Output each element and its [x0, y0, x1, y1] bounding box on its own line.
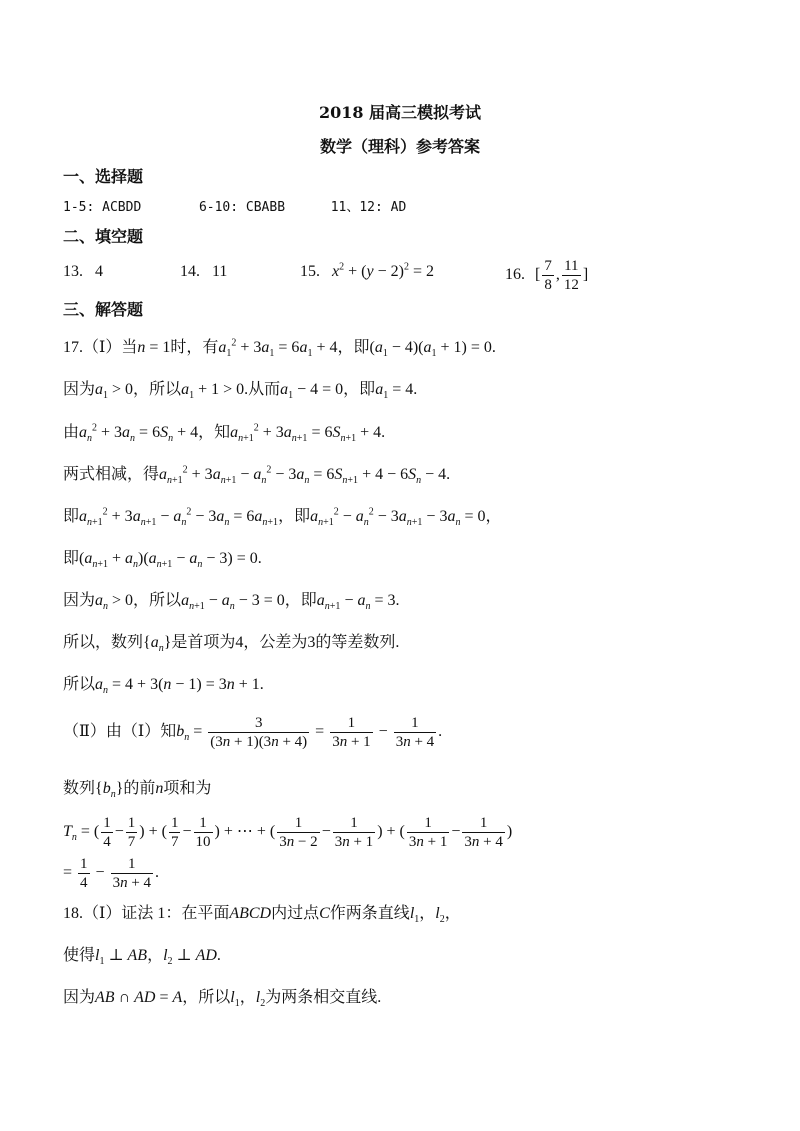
choice-answers	[63, 198, 406, 218]
p17-line-7: 因为$a_n > 0$，所以$a_{n+1} - a_n - 3 = 0$，即$a_{n+1} - a_n = 3$.	[63, 592, 400, 613]
fraction-7-8: $\frac{7}{8}$	[544, 258, 552, 293]
choice-answers-1-5: 1-5: ACBDD	[63, 200, 142, 215]
page-subtitle: 数学（理科）参考答案	[319, 137, 480, 156]
p17-part2-sum-line-2: = $\frac{1}{4}$ − $\frac{1}{3n + 4}$ .	[63, 855, 160, 891]
p17-part2-sum-line-1: $T_n$ = ( $\frac{1}{4}$ − $\frac{1}{7}$ ) + ( $\frac{1}{7}$ − $\frac{1}{10}$ ) + ⋯ + ( $\frac{1}{3n - 2}$ − $\frac{1}{3n + 1}$ ) + ( $\frac{1}{3n + 1}$ − $\frac{1}{3n + 4}$ )	[63, 814, 513, 850]
fraction-11-12: $\frac{11}{12}$	[563, 258, 579, 293]
section-solve-heading: 三、解答题	[63, 300, 144, 319]
p17-line-4: 两式相减，得$a_{n+1}^2 + 3a_{n+1} - a_n^2 - 3a_n = 6S_{n+1} + 4 - 6S_n - 4$.	[63, 464, 451, 487]
fill-answer-14: 14. 11	[180, 263, 228, 280]
p18-line-2: 使得$l_1$ ⊥ AB，$l_2$ ⊥ AD.	[63, 947, 221, 968]
p17-line-3: 由$a_n^2 + 3a_n = 6S_n + 4$，知$a_{n+1}^2 + 3a_{n+1} = 6S_{n+1} + 4$.	[63, 422, 386, 445]
p17-line-2: 因为$a_1 > 0$，所以$a_1 + 1 > 0$.从而$a_1 - 4 = 0$，即$a_1 = 4$.	[63, 381, 418, 402]
p17-line-9: 所以$a_n = 4 + 3(n - 1) = 3n + 1$.	[63, 676, 264, 697]
p18-line-1: 18.（Ⅰ）证法 1：在平面ABCD内过点C作两条直线$l_1$，$l_2$，	[63, 905, 461, 926]
p18-line-3: 因为AB ∩ AD = A，所以$l_1$，$l_2$为两条相交直线.	[63, 989, 382, 1010]
fill-answer-16: 16. [ $\frac{7}{8}$ , $\frac{11}{12}$ ]	[505, 258, 589, 293]
section-choice-heading: 一、选择题	[63, 167, 144, 186]
p17-part2-line-1: （Ⅱ）由（Ⅰ）知$b_n$ = $\frac{3}{(3n + 1)(3n + 4)}$ = $\frac{1}{3n + 1}$ − $\frac{1}{3n + 4}$ .	[63, 714, 443, 750]
p17-line-8: 所以，数列$\{a_n\}$是首项为4，公差为3的等差数列.	[63, 634, 400, 655]
fill-answer-15: 15. $x^2 + (y - 2)^2 = 2$	[300, 261, 434, 280]
p17-line-6: 即$(a_{n+1} + a_n)(a_{n+1} - a_n - 3) = 0$.	[63, 550, 262, 571]
page-title: 2018 届高三模拟考试	[318, 103, 482, 122]
choice-answers-11-12: 11、12: AD	[330, 200, 407, 215]
fill-answer-13: 13. 4	[63, 263, 103, 280]
p17-line-5: 即$a_{n+1}^2 + 3a_{n+1} - a_n^2 - 3a_n = 6a_{n+1}$，即$a_{n+1}^2 - a_n^2 - 3a_{n+1} - 3a_n = 0$，	[63, 506, 502, 529]
choice-answers-6-10: 6-10: CBABB	[198, 200, 286, 215]
section-fill-heading: 二、填空题	[63, 227, 144, 246]
p17-line-1: 17.（Ⅰ）当n = 1时，有$a_1^2 + 3a_1 = 6a_1 + 4$，即$(a_1 - 4)(a_1 + 1) = 0$.	[63, 337, 496, 360]
p17-part2-line-2: 数列$\{b_n\}$的前n项和为	[63, 780, 212, 801]
